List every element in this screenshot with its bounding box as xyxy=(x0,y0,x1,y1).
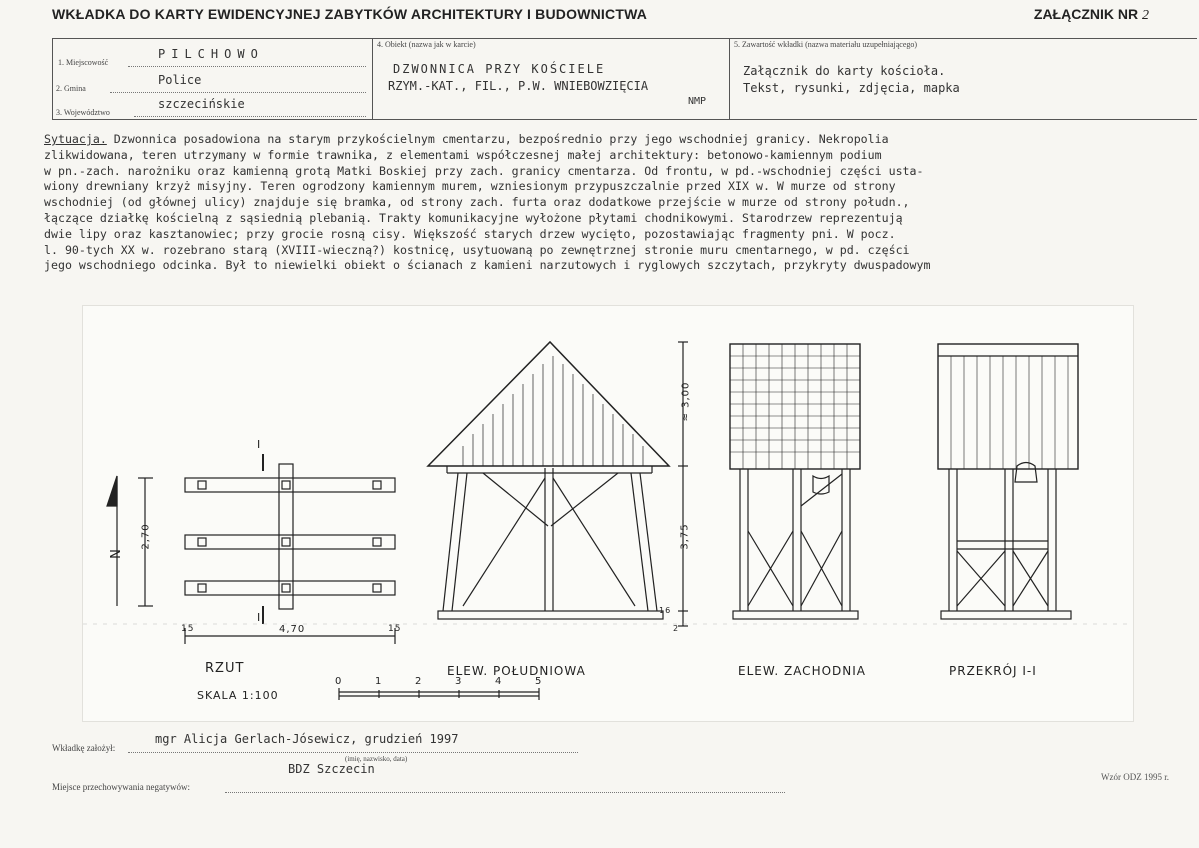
dim-470: 4,70 xyxy=(279,624,306,635)
object-line2: RZYM.-KAT., FIL., P.W. WNIEBOWZIĘCIA xyxy=(388,79,649,93)
situation-heading: Sytuacja. xyxy=(44,132,107,146)
scale-tick-1: 1 xyxy=(375,676,383,687)
situation-line-2: zlikwidowana, teren utrzymany w formie trawnika, z elementami współczesnej małej architektury: betonowo-kamiennym podium xyxy=(44,147,882,162)
annex-number-value: 2 xyxy=(1142,8,1149,23)
negatives-label: Miejsce przechowywania negatywów: xyxy=(52,782,190,792)
situation-line-6: łączące działkę kościelną z sąsiednią plebanią. Trakty komunikacyjne wyłożone płytami chodnikowymi. Starodrzew reprezentują xyxy=(44,210,903,225)
form-divider-1 xyxy=(372,38,373,119)
south-elevation-caption: ELEW. POŁUDNIOWA xyxy=(447,664,586,678)
form-left-line xyxy=(52,38,53,119)
situation-line-3: w pn.-zach. narożniku oraz kamienną grotą Matki Boskiej przy zach. granicy cmentarza. Od frontu, w pd.-wschodniej części usta- xyxy=(44,163,924,178)
object-label: 4. Obiekt (nazwa jak w karcie) xyxy=(377,40,476,49)
voivodeship-label: 3. Województwo xyxy=(56,108,110,117)
author-dots xyxy=(128,752,578,753)
scale-bar xyxy=(339,688,539,700)
sheet-title: WKŁADKA DO KARTY EWIDENCYJNEJ ZABYTKÓW ARCHITEKTURY I BUDOWNICTWA xyxy=(52,6,648,22)
situation-line-1 xyxy=(44,132,1194,148)
contents-line1: Załącznik do karty kościoła. xyxy=(743,64,946,78)
dim-16: 16 xyxy=(659,606,672,615)
voivodeship-value: szczecińskie xyxy=(158,97,245,111)
locality-value: PILCHOWO xyxy=(158,47,264,61)
plan-beam-center xyxy=(279,464,293,609)
section-mark-bottom: I xyxy=(257,611,262,624)
dim-15-right: 15 xyxy=(388,624,402,634)
architectural-drawing xyxy=(82,305,1134,722)
dim-300: ≈ 3,00 xyxy=(680,381,692,422)
section-caption: PRZEKRÓJ I-I xyxy=(949,664,1037,678)
commune-dots xyxy=(110,92,366,93)
annex-number xyxy=(1034,6,1149,24)
dim-375: 3,75 xyxy=(679,523,691,550)
form-divider-2 xyxy=(729,38,730,119)
situation-line-9: jego wschodniego odcinka. Był to niewielki obiekt o ścianach z kamieni narzutowych i ryglowych szczytach, przykryty dwuspadowym xyxy=(44,258,931,273)
south-elevation xyxy=(428,342,688,626)
drawing-svg xyxy=(83,306,1133,721)
bell-icon xyxy=(1015,463,1037,483)
scale-tick-2: 2 xyxy=(415,676,423,687)
north-arrow-label: N xyxy=(108,548,124,559)
dim-270: 2,70 xyxy=(140,523,152,550)
situation-line-7: dwie lipy oraz kasztanowiec; przy grocie rosną cisy. Większość starych drzew wycięto, pozostawiając fragmenty pni. W pocz. xyxy=(44,226,896,241)
west-elevation-caption: ELEW. ZACHODNIA xyxy=(738,664,866,678)
contents-line2: Tekst, rysunki, zdjęcia, mapka xyxy=(743,81,960,95)
scale-caption: SKALA 1:100 xyxy=(197,689,279,702)
locality-dots xyxy=(128,66,366,67)
organization-value: BDZ Szczecin xyxy=(288,762,375,776)
west-elevation xyxy=(730,344,860,619)
situation-line-8: l. 90-tych XX w. rozebrano starą (XVIII-wieczną?) kostnicę, usytuowaną po zewnętrznej stronie muru cmentarnego, w pd. części xyxy=(44,242,910,257)
situation-line-1-text: Dzwonnica posadowiona na starym przykościelnym cmentarzu, bezpośrednio przy jego wschodniej granicy. Nekropolia xyxy=(106,132,889,146)
author-label: Wkładkę założył: xyxy=(52,743,116,753)
object-line3: NMP xyxy=(688,96,707,107)
plan-caption: RZUT xyxy=(205,661,245,676)
scale-tick-5: 5 xyxy=(535,676,543,687)
scale-tick-0: 0 xyxy=(335,676,343,687)
section-view xyxy=(938,344,1078,619)
author-hint: (imię, nazwisko, data) xyxy=(345,755,408,763)
locality-label: 1. Miejscowość xyxy=(58,58,109,67)
section-mark-top: I xyxy=(257,438,262,451)
situation-line-5: wschodniej (od głównej ulicy) znajduje się bramka, od strony zach. furta oraz dodatkowe przejście w murze od strony połudn., xyxy=(44,195,910,210)
form-bottom-line xyxy=(52,119,1197,120)
negatives-dots xyxy=(225,792,785,793)
voivodeship-dots xyxy=(134,116,366,117)
contents-label: 5. Zawartość wkładki (nazwa materiału uzupełniającego) xyxy=(734,40,918,49)
commune-label: 2. Gmina xyxy=(56,84,86,93)
form-top-line xyxy=(52,38,1197,39)
form-model: Wzór ODZ 1995 r. xyxy=(1101,772,1169,782)
scale-tick-4: 4 xyxy=(495,676,503,687)
author-value: mgr Alicja Gerlach-Jósewicz, grudzień 1997 xyxy=(155,732,459,746)
dim-2: 2 xyxy=(673,624,680,633)
object-line1: DZWONNICA PRZY KOŚCIELE xyxy=(393,62,606,76)
commune-value: Police xyxy=(158,73,202,87)
scale-tick-3: 3 xyxy=(455,676,463,687)
dim-15-left: 15 xyxy=(181,624,195,634)
annex-label: ZAŁĄCZNIK NR xyxy=(1033,6,1139,22)
situation-line-4: wiony drewniany krzyż misyjny. Teren ogrodzony kamiennym murem, wzniesionym przypuszczalnie przed XIX w. W murze od strony xyxy=(44,179,896,194)
situation-text xyxy=(44,132,1194,274)
